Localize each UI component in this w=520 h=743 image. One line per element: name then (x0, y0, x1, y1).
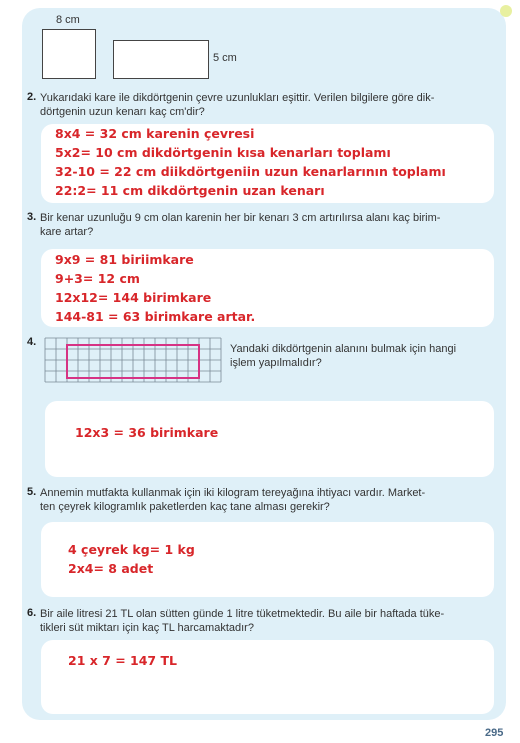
square-side-label: 8 cm (56, 14, 80, 26)
answer-6-line-1: 21 x 7 = 147 TL (68, 653, 177, 668)
answer-box-5[interactable] (41, 522, 494, 597)
square-figure (42, 29, 96, 79)
question-5-number: 5. (27, 486, 37, 498)
question-3-text (40, 211, 440, 239)
question-6-number: 6. (27, 607, 37, 619)
answer-3-line-2: 9+3= 12 cm (55, 271, 140, 286)
answer-2-line-2: 5x2= 10 cm dikdörtgenin kısa kenarları toplamı (55, 145, 391, 160)
page-number: 295 (485, 727, 504, 739)
answer-3-line-4: 144-81 = 63 birimkare artar. (55, 309, 256, 324)
answer-2-line-3: 32-10 = 22 cm diikdörtgeniin uzun kenarlarının toplamı (55, 164, 446, 179)
answer-box-6[interactable] (41, 640, 494, 714)
question-4-line-2: işlem yapılmalıdır? (230, 357, 322, 369)
rectangle-figure (113, 40, 209, 79)
corner-decoration (500, 5, 512, 17)
question-5-line-1: Annemin mutfakta kullanmak için iki kilogram tereyağına ihtiyacı vardır. Market- (40, 487, 426, 499)
answer-2-line-4: 22:2= 11 cm dikdörtgenin uzan kenarı (55, 183, 325, 198)
question-3-line-2: kare artar? (40, 226, 94, 238)
question-5-text (40, 486, 425, 514)
question-6-line-1: Bir aile litresi 21 TL olan sütten günde 1 litre tüketmektedir. Bu aile bir haftada tüke- (40, 608, 445, 620)
question-6-text (40, 607, 444, 635)
answer-5-line-2: 2x4= 8 adet (68, 561, 154, 576)
answer-3-line-1: 9x9 = 81 biriimkare (55, 252, 194, 267)
question-6-line-2: tikleri süt miktarı için kaç TL harcamaktadır? (40, 622, 254, 634)
answer-4-line-1: 12x3 = 36 birimkare (75, 425, 219, 440)
answer-box-2[interactable] (41, 124, 494, 203)
question-3-line-1: Bir kenar uzunluğu 9 cm olan karenin her bir kenarı 3 cm artırılırsa alanı kaç birim- (40, 212, 441, 224)
answer-2-line-1: 8x4 = 32 cm karenin çevresi (55, 126, 255, 141)
question-3-number: 3. (27, 211, 37, 223)
answer-box-3[interactable] (41, 249, 494, 327)
question-4-line-1: Yandaki dikdörtgenin alanını bulmak için hangi (230, 343, 457, 355)
question-4-number: 4. (27, 336, 37, 348)
question-2-text (40, 91, 434, 119)
answer-5-line-1: 4 çeyrek kg= 1 kg (68, 542, 195, 557)
answer-3-line-3: 12x12= 144 birimkare (55, 290, 212, 305)
question-5-line-2: ten çeyrek kilogramlık paketlerden kaç tane alması gerekir? (40, 501, 330, 513)
question-4-text (230, 342, 456, 370)
unit-grid-figure (43, 336, 225, 390)
question-2-number: 2. (27, 91, 37, 103)
question-2-line-2: dörtgenin uzun kenarı kaç cm'dir? (40, 106, 205, 118)
question-2-line-1: Yukarıdaki kare ile dikdörtgenin çevre uzunlukları eşittir. Verilen bilgilere göre dik- (40, 92, 435, 104)
answer-box-4[interactable] (45, 401, 494, 477)
rectangle-side-label: 5 cm (213, 52, 237, 64)
